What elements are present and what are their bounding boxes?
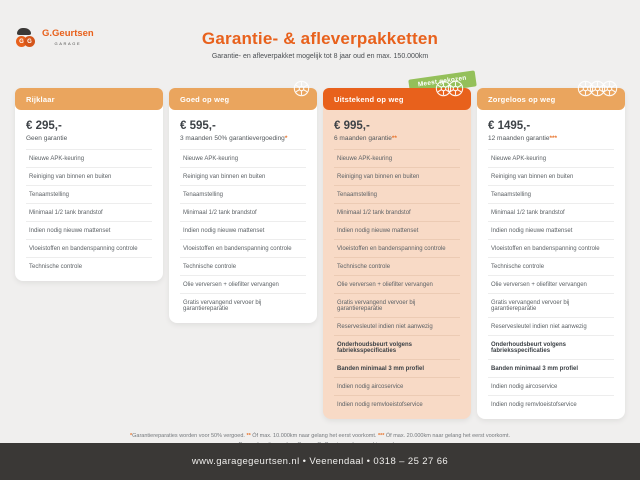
wheel-icon	[293, 80, 310, 97]
feature-item: Tenaamstelling	[334, 185, 460, 203]
logo-initial: G	[24, 36, 35, 47]
feature-item: Reiniging van binnen en buiten	[488, 167, 614, 185]
feature-item: Nieuwe APK-keuring	[488, 149, 614, 167]
wheel-icon	[447, 80, 464, 97]
footer-contact[interactable]: www.garagegeurtsen.nl • Veenendaal • 0318 – 25 27 66	[191, 456, 449, 467]
feature-item: Onderhoudsbeurt volgens fabrieksspecificaties	[488, 335, 614, 359]
footnote-text: Óf max. 20.000km naar gelang het eerst voorkomt.	[384, 433, 511, 439]
guarantee-asterisk: *	[284, 135, 288, 142]
guarantee-text: Geen garantie	[26, 135, 68, 142]
footnote-line1	[0, 432, 640, 441]
package-header	[169, 88, 317, 110]
feature-item: Indien nodig remvloeistofservice	[488, 395, 614, 413]
package-body	[15, 110, 163, 281]
feature-item: Minimaal 1/2 tank brandstof	[180, 203, 306, 221]
package-price: € 295,-	[26, 120, 62, 132]
guarantee-asterisk: **	[391, 135, 397, 142]
feature-item: Indien nodig aircoservice	[334, 377, 460, 395]
package-body	[169, 110, 317, 323]
package-price: € 995,-	[334, 120, 370, 132]
feature-item: Vloeistoffen en bandenspanning controle	[26, 239, 152, 257]
feature-item: Indien nodig nieuwe mattenset	[180, 221, 306, 239]
brand	[16, 28, 94, 47]
car-icon	[17, 28, 31, 35]
package-header	[477, 88, 625, 110]
wheel-rating-icons	[298, 80, 310, 97]
feature-item: Reiniging van binnen en buiten	[334, 167, 460, 185]
footnote-text: Óf max. 10.000km naar gelang het eerst voorkomt.	[250, 433, 378, 439]
footnote-text: Garantiereparaties worden voor 50% vergoed.	[132, 433, 247, 439]
feature-item: Indien nodig aircoservice	[488, 377, 614, 395]
package-card[interactable]	[169, 88, 317, 323]
package-guarantee	[488, 135, 614, 142]
feature-item: Reiniging van binnen en buiten	[180, 167, 306, 185]
package-guarantee	[180, 135, 306, 142]
feature-item: Technische controle	[488, 257, 614, 275]
feature-item: Reservesleutel indien niet aanwezig	[488, 317, 614, 335]
feature-item: Minimaal 1/2 tank brandstof	[488, 203, 614, 221]
feature-item: Technische controle	[180, 257, 306, 275]
feature-list	[488, 149, 614, 413]
brand-text	[42, 29, 94, 46]
package-name: Zorgeloos op weg	[488, 94, 556, 104]
footer-bar	[0, 443, 640, 480]
package-card[interactable]	[15, 88, 163, 281]
guarantee-text: 3 maanden 50% garantievergoeding	[180, 135, 285, 142]
feature-item: Onderhoudsbeurt volgens fabrieksspecificaties	[334, 335, 460, 359]
feature-item: Technische controle	[334, 257, 460, 275]
page-subtitle: Garantie- en afleverpakket mogelijk tot 8 jaar oud en max. 150.000km	[211, 53, 429, 60]
feature-item: Indien nodig nieuwe mattenset	[334, 221, 460, 239]
feature-item: Olie verversen + oliefilter vervangen	[180, 275, 306, 293]
wheel-rating-icons	[582, 80, 618, 97]
guarantee-text: 6 maanden garantie	[334, 135, 392, 142]
feature-item: Minimaal 1/2 tank brandstof	[334, 203, 460, 221]
package-card[interactable]	[323, 74, 471, 419]
page-title: Garantie- & afleverpakketten	[201, 29, 439, 48]
guarantee-text: 12 maanden garantie	[488, 135, 550, 142]
wheel-rating-icons	[440, 80, 464, 97]
feature-item: Banden minimaal 3 mm profiel	[488, 359, 614, 377]
package-body	[323, 110, 471, 419]
package-guarantee	[334, 135, 460, 142]
brand-name: G.Geurtsen	[42, 28, 94, 40]
feature-item: Indien nodig nieuwe mattenset	[488, 221, 614, 239]
feature-item: Tenaamstelling	[180, 185, 306, 203]
feature-item: Gratis vervangend vervoer bij garantiereparatie	[488, 293, 614, 317]
feature-item: Vloeistoffen en bandenspanning controle	[180, 239, 306, 257]
feature-item: Indien nodig remvloeistofservice	[334, 395, 460, 413]
feature-item: Banden minimaal 3 mm profiel	[334, 359, 460, 377]
logo-initial: G	[16, 36, 27, 47]
package-name: Uitstekend op weg	[334, 94, 404, 104]
feature-item: Tenaamstelling	[488, 185, 614, 203]
package-price: € 595,-	[180, 120, 216, 132]
feature-item: Technische controle	[26, 257, 152, 275]
feature-item: Tenaamstelling	[26, 185, 152, 203]
package-price: € 1495,-	[488, 120, 531, 132]
feature-item: Reservesleutel indien niet aanwezig	[334, 317, 460, 335]
feature-item: Gratis vervangend vervoer bij garantiereparatie	[334, 293, 460, 317]
package-body	[477, 110, 625, 419]
feature-list	[334, 149, 460, 413]
package-card[interactable]	[477, 88, 625, 419]
brand-logo-icon	[16, 28, 38, 47]
feature-item: Olie verversen + oliefilter vervangen	[334, 275, 460, 293]
brand-tagline: GARAGE	[54, 40, 82, 46]
feature-item: Olie verversen + oliefilter vervangen	[488, 275, 614, 293]
feature-item: Nieuwe APK-keuring	[334, 149, 460, 167]
package-name: Goed op weg	[180, 94, 230, 104]
package-guarantee	[26, 135, 152, 142]
page-header	[0, 0, 640, 60]
feature-item: Nieuwe APK-keuring	[26, 149, 152, 167]
feature-item: Nieuwe APK-keuring	[180, 149, 306, 167]
footnote-asterisk: *	[129, 433, 133, 439]
package-header	[15, 88, 163, 110]
package-cards	[0, 74, 640, 419]
package-name: Rijklaar	[26, 94, 55, 104]
feature-item: Vloeistoffen en bandenspanning controle	[488, 239, 614, 257]
feature-list	[26, 149, 152, 275]
feature-list	[180, 149, 306, 317]
guarantee-asterisk: ***	[549, 135, 558, 142]
package-header	[323, 88, 471, 110]
feature-item: Minimaal 1/2 tank brandstof	[26, 203, 152, 221]
footnote-asterisk: ***	[377, 433, 385, 439]
feature-item: Indien nodig nieuwe mattenset	[26, 221, 152, 239]
feature-item: Reiniging van binnen en buiten	[26, 167, 152, 185]
footnote-asterisk: **	[246, 433, 251, 439]
feature-item: Vloeistoffen en bandenspanning controle	[334, 239, 460, 257]
feature-item: Gratis vervangend vervoer bij garantiereparatie	[180, 293, 306, 317]
most-chosen-badge: Meest gekozen	[408, 70, 476, 95]
wheel-icon	[601, 80, 618, 97]
